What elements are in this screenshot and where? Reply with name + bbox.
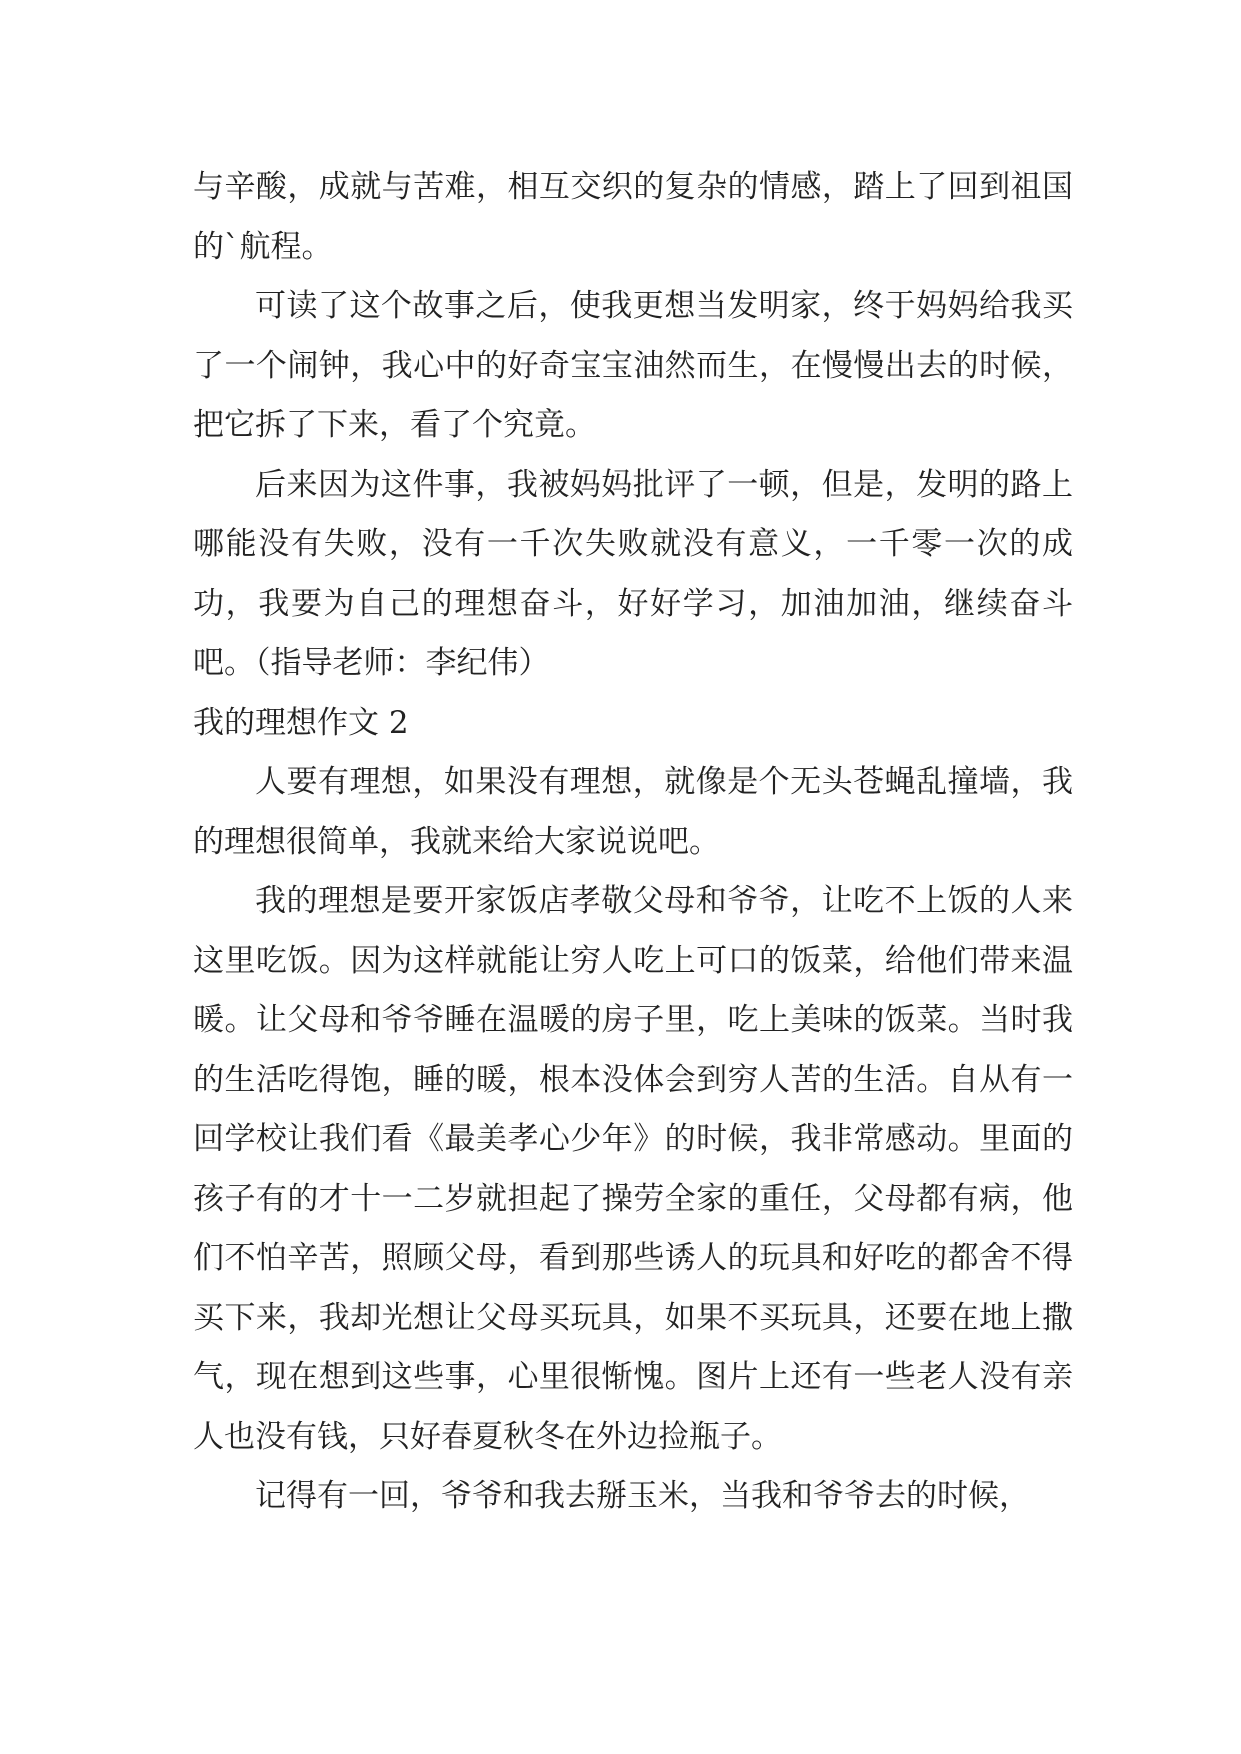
section-title: 我的理想作文 2 bbox=[193, 704, 409, 741]
paragraph-continued: 与辛酸，成就与苦难，相互交织的复杂的情感，踏上了回到祖国的`航程。 bbox=[193, 169, 1073, 265]
paragraph: 记得有一回，爷爷和我去掰玉米，当我和爷爷去的时候， bbox=[255, 1478, 1030, 1514]
paragraph: 可读了这个故事之后，使我更想当发明家，终于妈妈给我买了一个闹钟，我心中的好奇宝宝油然而生，在慢慢出去的时候，把它拆了下来，看了个究竟。 bbox=[193, 288, 1073, 443]
paragraph: 我的理想是要开家饭店孝敬父母和爷爷，让吃不上饭的人来这里吃饭。因为这样就能让穷人吃上可口的饭菜，给他们带来温暖。让父母和爷爷睡在温暖的房子里，吃上美味的饭菜。当时我的生活吃得饱，睡的暖，根本没体会到穷人苦的生活。自从有一回学校让我们看《最美孝心少年》的时候，我非常感动。里面的孩子有的才十一二岁就担起了操劳全家的重任，父母都有病，他们不怕辛苦，照顾父母，看到那些诱人的玩具和好吃的都舍不得买下来，我却光想让父母买玩具，如果不买玩具，还要在地上撒气，现在想到这些事，心里很惭愧。图片上还有一些老人没有亲人也没有钱，只好春夏秋冬在外边捡瓶子。 bbox=[193, 883, 1073, 1455]
paragraph: 后来因为这件事，我被妈妈批评了一顿，但是，发明的路上哪能没有失败，没有一千次失败就没有意义，一千零一次的成功，我要为自己的理想奋斗，好好学习，加油加油，继续奋斗吧。（指导老师：李纪伟） bbox=[193, 466, 1073, 681]
paragraph: 人要有理想，如果没有理想，就像是个无头苍蝇乱撞墙，我的理想很简单，我就来给大家说说吧。 bbox=[193, 764, 1073, 860]
document-body bbox=[193, 158, 1073, 1527]
